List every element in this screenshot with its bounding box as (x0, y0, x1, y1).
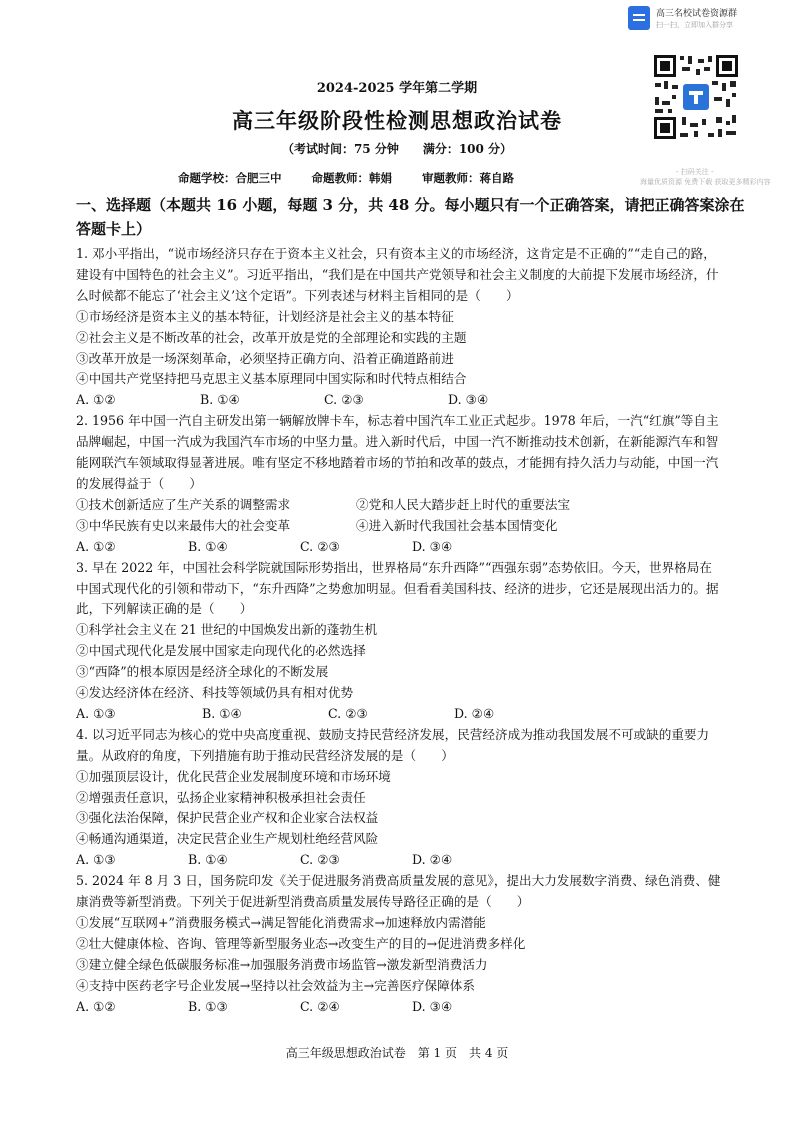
statement-item: ②增强责任意识，弘扬企业家精神积极承担社会责任 (76, 789, 366, 805)
question-stem: 4. 以习近平同志为核心的党中央高度重视、鼓励支持民营经济发展，民营经济成为推动我国发展不可或缺的重要力量。从政府的角度，下列措施有助于推动民营经济发展的是（ ） (76, 726, 710, 763)
staff-line (178, 170, 540, 186)
question-stem: 1. 邓小平指出，“说市场经济只存在于资本主义社会，只有资本主义的市场经济，这肯定是不正确的”“走自己的路，建设有中国特色的社会主义”。习近平指出，“我们是在中国共产党领导和社会主义制度的大前提下发展市场经济，什么时候都不能忘了‘社会主义’这个定语”。下列表述与材料主旨相同的是（ ） (76, 246, 719, 303)
answer-options (76, 850, 724, 871)
option-c: C. ②③ (300, 852, 340, 868)
statement-item: ②社会主义是不断改革的社会，改革开放是党的全部理论和实践的主题 (76, 329, 467, 345)
section-heading: 一、选择题（本题共 16 小题，每题 3 分，共 48 分。每小题只有一个正确答案，请把正确答案涂在答题卡上） (76, 196, 745, 238)
exam-info: （考试时间：75 分钟 满分：100 分） (281, 142, 513, 156)
statement-item: ①加强顶层设计，优化民营企业发展制度环境和市场环境 (76, 768, 391, 784)
brand-banner[interactable] (628, 4, 790, 34)
statement-item: ④畅通沟通渠道，决定民营企业生产规划杜绝经营风险 (76, 831, 379, 847)
question-list (76, 244, 724, 1018)
statement-row (76, 495, 724, 516)
answer-options (76, 997, 724, 1018)
brand-subtitle: 扫一扫，立即加入群分享 (656, 21, 733, 29)
statement-item: ①发展“互联网+”消费服务模式→满足智能化消费需求→加速释放内需潜能 (76, 915, 486, 930)
brand-name: 高三名校试卷资源群 (656, 9, 738, 19)
statement-item: ④发达经济体在经济、科技等领域仍具有相对优势 (76, 685, 354, 701)
answer-options (76, 537, 724, 558)
statement-item: ①科学社会主义在 21 世纪的中国焕发出新的蓬勃生机 (76, 622, 378, 638)
statement-item: ③建立健全绿色低碳服务标准→加强服务消费市场监管→激发新型消费活力 (76, 956, 488, 972)
qr-note: 海量优质资源 免费下载 获取更多精彩内容 (640, 178, 771, 186)
qr-caption: - 扫码关注 - (676, 168, 714, 176)
statement-item: ④进入新时代我国社会基本国情变化 (356, 517, 558, 533)
option-c: C. ②④ (300, 998, 340, 1014)
page-title: 高三年级阶段性检测思想政治试卷 (232, 108, 562, 133)
statement-item: ④中国共产党坚持把马克思主义基本原理同中国实际和时代特点相结合 (76, 371, 467, 387)
question-4 (76, 725, 724, 871)
option-d: D. ②④ (412, 852, 453, 868)
statement-item: ③中华民族有史以来最伟大的社会变革 (76, 517, 291, 533)
question-1 (76, 244, 724, 411)
setter-label: 命题教师：韩娟 (311, 171, 393, 185)
option-c: C. ②③ (324, 392, 364, 408)
option-c: C. ②③ (328, 705, 368, 721)
statement-item: ②壮大健康体检、咨询、管理等新型服务业态→改变生产的目的→促进消费多样化 (76, 935, 526, 951)
question-2 (76, 411, 724, 557)
document-icon (628, 6, 650, 30)
statement-item: ①市场经济是资本主义的基本特征，计划经济是社会主义的基本特征 (76, 308, 454, 324)
statement-item: ③强化法治保障，保护民营企业产权和企业家合法权益 (76, 810, 379, 826)
statement-row (76, 516, 724, 537)
question-3 (76, 558, 724, 725)
option-d: D. ③④ (448, 392, 489, 408)
option-b: B. ①③ (188, 998, 228, 1014)
option-a: A. ①② (76, 392, 116, 408)
option-b: B. ①④ (200, 392, 240, 408)
option-a: A. ①③ (76, 705, 116, 721)
option-b: B. ①④ (188, 852, 228, 868)
page-footer: 高三年级思想政治试卷 第 1 页 共 4 页 (285, 1046, 509, 1060)
statement-item: ③“西降”的根本原因是经济全球化的不断发展 (76, 664, 329, 680)
option-d: D. ③④ (412, 998, 453, 1014)
question-5 (76, 871, 724, 1017)
term-label: 2024-2025 学年第二学期 (316, 81, 478, 96)
question-stem: 2. 1956 年中国一汽自主研发出第一辆解放牌卡车，标志着中国汽车工业正式起步。1978 年后，一汽“红旗”等自主品牌崛起，中国一汽成为我国汽车市场的中坚力量。进入新时代后，中国一汽不断推动技术创新，在新能源汽车和智能网联汽车领域取得显著进展。唯有坚定不移地踏着市场的节拍和改革的鼓点，才能拥有持久活力与动能，中国一汽的发展得益于（ ） (76, 413, 719, 491)
question-stem: 3. 早在 2022 年，中国社会科学院就国际形势指出，世界格局“东升西降”“西强东弱”态势依旧。今天，世界格局在中国式现代化的引领和带动下，“东升西降”之势愈加明显。但看看美国科技、经济的进步，它还是展现出活力的。据此，下列解读正确的是（ ） (76, 559, 719, 617)
statement-item: ④支持中医药老字号企业发展→坚持以社会效益为主→完善医疗保障体系 (76, 977, 475, 993)
option-a: A. ①③ (76, 852, 116, 868)
option-c: C. ②③ (300, 538, 340, 554)
question-stem: 5. 2024 年 8 月 3 日，国务院印发《关于促进服务消费高质量发展的意见》，提出大力发展数字消费、绿色消费、健康消费等新型消费。下列关于促进新型消费高质量发展传导路径正确的是（ ） (76, 873, 721, 910)
option-a: A. ①② (76, 538, 116, 554)
school-label: 命题学校：合肥三中 (178, 171, 282, 185)
statement-item: ①技术创新适应了生产关系的调整需求 (76, 496, 291, 512)
answer-options (76, 390, 724, 411)
option-b: B. ①④ (188, 538, 228, 554)
statement-item: ②党和人民大踏步赶上时代的重要法宝 (356, 496, 571, 512)
option-d: D. ③④ (412, 538, 453, 554)
statement-item: ②中国式现代化是发展中国家走向现代化的必然选择 (76, 643, 366, 659)
statement-item: ③改革开放是一场深刻革命，必须坚持正确方向、沿着正确道路前进 (76, 350, 454, 366)
option-b: B. ①④ (202, 705, 242, 721)
reviewer-label: 审题教师：蒋自路 (422, 171, 515, 185)
option-d: D. ②④ (454, 705, 495, 721)
option-a: A. ①② (76, 998, 116, 1014)
answer-options (76, 704, 724, 725)
